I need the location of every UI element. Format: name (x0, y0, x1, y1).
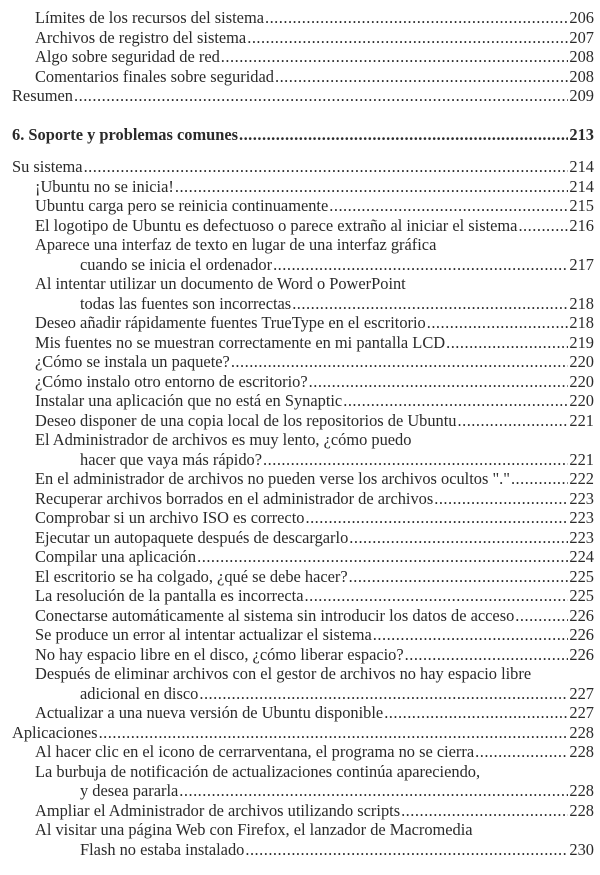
entry-title: Deseo disponer de una copia local de los repositorios de Ubuntu (35, 410, 457, 430)
page-number: 227 (569, 703, 594, 722)
toc-subsection-entry (0, 703, 594, 723)
page-number: 220 (569, 371, 594, 391)
entry-title-continuation: Flash no estaba instalado (80, 839, 245, 859)
entry-title: Aparece una interfaz de texto en lugar de una interfaz gráfica (35, 235, 437, 254)
page-number: 219 (569, 332, 594, 352)
toc-subsection-entry (0, 313, 594, 333)
entry-title: Ampliar el Administrador de archivos utilizando scripts (35, 800, 401, 820)
entry-title: La burbuja de notificación de actualizaciones continúa apareciendo, (35, 761, 481, 781)
toc-subsection-entry (0, 67, 594, 87)
toc-subsection-entry (0, 489, 594, 509)
toc-subsection-entry (0, 528, 594, 548)
entry-title: Compilar una aplicación (35, 547, 197, 566)
entry-title: Conectarse automáticamente al sistema sin introducir los datos de acceso (35, 605, 515, 625)
toc-subsection-entry-line (0, 430, 594, 450)
toc-subsection-entry (0, 196, 594, 216)
dot-leader (263, 450, 568, 470)
dot-leader (475, 742, 568, 762)
toc-subsection-entry (0, 352, 594, 372)
dot-leader (221, 47, 569, 67)
toc-subsection-entry (0, 8, 594, 28)
chapter-heading (0, 125, 594, 145)
page-number: 214 (569, 176, 594, 196)
toc-subsection-entry (0, 645, 594, 665)
toc-subsection-entry-continuation (0, 781, 594, 801)
toc-subsection-entry-continuation (0, 450, 594, 470)
entry-title-continuation: y desea pararla (80, 781, 179, 800)
page-number: 207 (569, 27, 594, 47)
toc-subsection-entry-line (0, 235, 594, 255)
page-number: 223 (569, 508, 594, 527)
dot-leader (247, 28, 568, 48)
toc-subsection-entry (0, 47, 594, 67)
toc-subsection-entry (0, 567, 594, 587)
dot-leader (99, 723, 569, 743)
entry-title: Resumen (12, 86, 74, 105)
dot-leader (343, 391, 568, 411)
dot-leader (273, 255, 568, 275)
page-number: 228 (569, 781, 594, 800)
entry-title: ¡Ubuntu no se inicia! (35, 176, 174, 196)
page-number: 213 (569, 124, 594, 144)
entry-title: La resolución de la pantalla es incorrecta (35, 586, 304, 605)
toc-subsection-entry (0, 508, 594, 528)
entry-title: 6. Soporte y problemas comunes (12, 124, 238, 144)
dot-leader (175, 177, 569, 197)
dot-leader (446, 333, 568, 353)
entry-title: Comentarios finales sobre seguridad (35, 66, 274, 86)
dot-leader (349, 567, 569, 587)
entry-title: Después de eliminar archivos con el gestor de archivos no hay espacio libre (35, 664, 532, 683)
page-number: 208 (569, 66, 594, 86)
page-number: 228 (569, 742, 594, 761)
toc-subsection-entry (0, 742, 594, 762)
dot-leader (427, 313, 569, 333)
toc-subsection-entry (0, 177, 594, 197)
entry-title: ¿Cómo instalo otro entorno de escritorio? (35, 371, 308, 391)
dot-leader (245, 840, 568, 860)
dot-leader (275, 67, 568, 87)
dot-leader (373, 625, 569, 645)
entry-title-continuation: todas las fuentes son incorrectas (80, 293, 292, 313)
dot-leader (292, 294, 568, 314)
dot-leader (305, 586, 569, 606)
entry-title: Al intentar utilizar un documento de Word o PowerPoint (35, 274, 406, 293)
dot-leader (401, 801, 568, 821)
toc-subsection-entry (0, 333, 594, 353)
toc-subsection-entry-line (0, 820, 594, 840)
entry-title: ¿Cómo se instala un paquete? (35, 352, 230, 371)
entry-title: Su sistema (12, 157, 83, 176)
dot-leader (231, 352, 569, 372)
page-number: 226 (569, 605, 594, 625)
page-number: 218 (569, 313, 594, 332)
entry-title: Aplicaciones (12, 722, 98, 742)
toc-section-entry (0, 157, 594, 177)
page-number: 215 (569, 196, 594, 215)
dot-leader (84, 157, 569, 177)
page-number: 206 (569, 8, 594, 27)
page-number: 221 (569, 449, 594, 469)
toc-subsection-entry-continuation (0, 294, 594, 314)
page-number: 227 (569, 683, 594, 703)
dot-leader (309, 372, 569, 392)
page-number: 223 (569, 488, 594, 508)
dot-leader (458, 411, 569, 431)
toc-subsection-entry (0, 625, 594, 645)
page-number: 226 (569, 625, 594, 644)
table-of-contents (0, 8, 594, 859)
dot-leader (239, 125, 568, 145)
page-number: 228 (569, 800, 594, 820)
page-number: 226 (569, 644, 594, 664)
toc-subsection-entry-continuation (0, 255, 594, 275)
page-number: 222 (569, 469, 594, 488)
entry-title: Ejecutar un autopaquete después de descargarlo (35, 527, 349, 547)
entry-title: Actualizar a una nueva versión de Ubuntu disponible (35, 703, 384, 722)
entry-title: Al hacer clic en el icono de cerrarventana, el programa no se cierra (35, 742, 475, 761)
page-number: 217 (569, 254, 594, 274)
entry-title-continuation: adicional en disco (80, 683, 199, 703)
page-number: 214 (569, 157, 594, 176)
entry-title: El escritorio se ha colgado, ¿qué se debe hacer? (35, 566, 348, 586)
toc-subsection-entry (0, 547, 594, 567)
entry-title: Mis fuentes no se muestran correctamente en mi pantalla LCD (35, 332, 446, 352)
entry-title: Ubuntu carga pero se reinicia continuamente (35, 196, 329, 215)
toc-subsection-entry-continuation (0, 684, 594, 704)
page-number: 223 (569, 527, 594, 547)
dot-leader (74, 86, 568, 106)
entry-title-continuation: hacer que vaya más rápido? (80, 449, 263, 469)
page-number: 228 (569, 722, 594, 742)
toc-subsection-entry (0, 411, 594, 431)
page-number: 224 (569, 547, 594, 566)
toc-subsection-entry-line (0, 762, 594, 782)
dot-leader (265, 8, 568, 28)
page-number: 216 (569, 215, 594, 235)
entry-title: Deseo añadir rápidamente fuentes TrueType en el escritorio (35, 313, 426, 332)
dot-leader (179, 781, 568, 801)
page-number: 230 (569, 839, 594, 859)
toc-subsection-entry (0, 469, 594, 489)
entry-title: No hay espacio libre en el disco, ¿cómo liberar espacio? (35, 644, 404, 664)
page-number: 220 (569, 352, 594, 371)
toc-section-entry (0, 723, 594, 743)
toc-subsection-entry-line (0, 274, 594, 294)
page-number: 225 (569, 566, 594, 586)
toc-subsection-entry (0, 586, 594, 606)
toc-subsection-entry-line (0, 664, 594, 684)
dot-leader (305, 508, 568, 528)
page-number: 218 (569, 293, 594, 313)
entry-title: Recuperar archivos borrados en el administrador de archivos (35, 488, 434, 508)
toc-subsection-entry (0, 391, 594, 411)
dot-leader (329, 196, 568, 216)
dot-leader (511, 469, 568, 489)
page-number: 220 (569, 391, 594, 410)
toc-subsection-entry (0, 216, 594, 236)
page-number: 208 (569, 47, 594, 66)
dot-leader (199, 684, 568, 704)
toc-subsection-entry-continuation (0, 840, 594, 860)
dot-leader (434, 489, 568, 509)
entry-title: Se produce un error al intentar actualizar el sistema (35, 625, 372, 644)
toc-subsection-entry (0, 801, 594, 821)
entry-title-continuation: cuando se inicia el ordenador (80, 254, 273, 274)
entry-title: Límites de los recursos del sistema (35, 8, 264, 27)
entry-title: El Administrador de archivos es muy lento, ¿cómo puedo (35, 430, 412, 449)
dot-leader (384, 703, 568, 723)
dot-leader (405, 645, 569, 665)
entry-title: Archivos de registro del sistema (35, 27, 247, 47)
entry-title: Comprobar si un archivo ISO es correcto (35, 508, 305, 527)
dot-leader (515, 606, 568, 626)
entry-title: Instalar una aplicación que no está en Synaptic (35, 391, 343, 410)
dot-leader (349, 528, 568, 548)
toc-subsection-entry (0, 372, 594, 392)
page-number: 225 (569, 586, 594, 605)
toc-subsection-entry (0, 606, 594, 626)
entry-title: El logotipo de Ubuntu es defectuoso o parece extraño al iniciar el sistema (35, 215, 518, 235)
entry-title: Algo sobre seguridad de red (35, 47, 220, 66)
page-number: 209 (569, 86, 594, 105)
dot-leader (518, 216, 568, 236)
toc-section-entry (0, 86, 594, 106)
dot-leader (197, 547, 568, 567)
entry-title: En el administrador de archivos no pueden verse los archivos ocultos "." (35, 469, 510, 488)
toc-subsection-entry (0, 28, 594, 48)
entry-title: Al visitar una página Web con Firefox, el lanzador de Macromedia (35, 820, 473, 839)
page-number: 221 (569, 410, 594, 430)
